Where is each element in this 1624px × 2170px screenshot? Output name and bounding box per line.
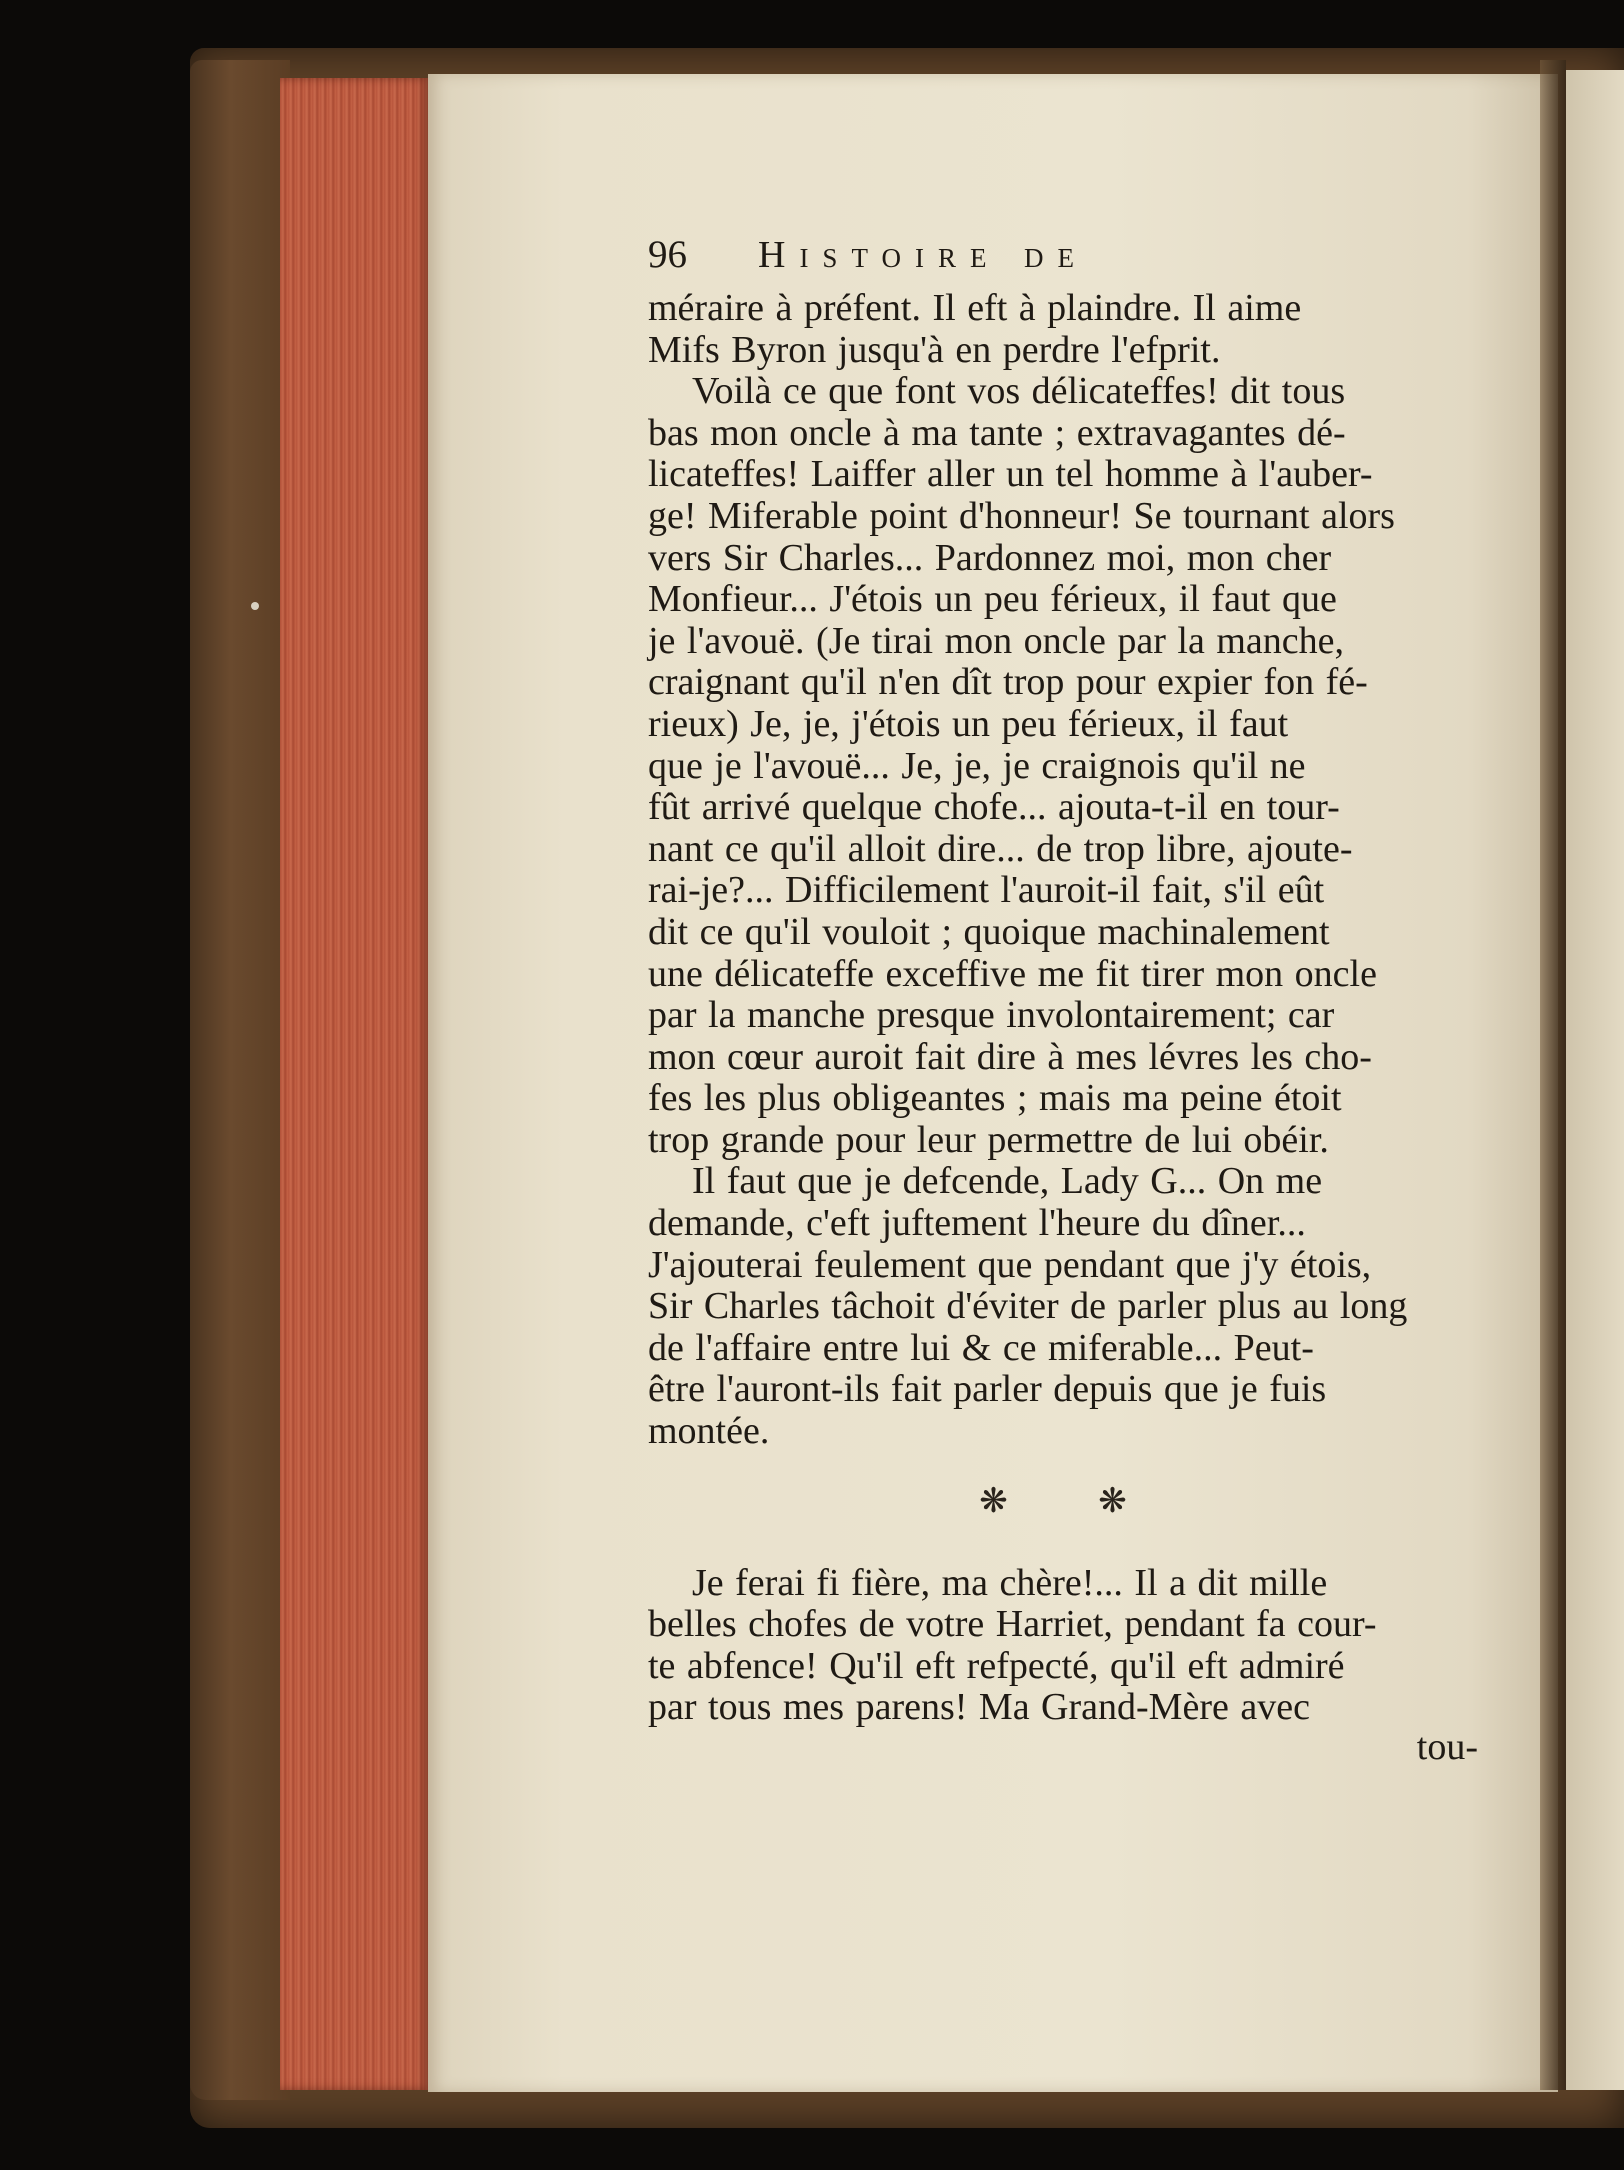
paragraph [648,288,1478,371]
paragraph [648,1563,1478,1729]
text-line: bas mon oncle à ma tante ; extravagantes dé- [648,411,1346,454]
text-line: que je l'avouë... Je, je, je craignois qu'il ne [648,744,1306,787]
running-head: Histoire de [758,234,1088,276]
text-line: je l'avouë. (Je tirai mon oncle par la manche, [648,619,1345,662]
facing-page-edge [1566,70,1624,2090]
text-line: Mifs Byron jusqu'à en perdre l'efprit. [648,328,1221,371]
text-line: Monfieur... J'étois un peu férieux, il faut que [648,578,1337,621]
text-line: nant ce qu'il alloit dire... de trop libre, ajoute- [648,827,1353,870]
page-header [648,232,1478,288]
text-line: Il faut que je defcende, Lady G... On me [692,1160,1323,1203]
text-line: par la manche presque involontairement; car [648,994,1335,1037]
text-line: vers Sir Charles... Pardonnez moi, mon cher [648,536,1332,579]
text-line: J'ajouterai feulement que pendant que j'y étois, [648,1243,1372,1286]
book-gutter [1540,60,1566,2090]
text-line: fût arrivé quelque chofe... ajouta-t-il en tour- [648,786,1340,829]
text-line: méraire à préfent. Il eft à plaindre. Il aime [648,287,1302,329]
text-line: Sir Charles tâchoit d'éviter de parler plus au long [648,1285,1408,1328]
text-line: mon cœur auroit fait dire à mes lévres les cho- [648,1035,1372,1078]
text-line: rai-je?... Difficilement l'auroit-il fait, s'il eût [648,869,1325,912]
book-spine-edge [190,60,290,2100]
text-line: craignant qu'il n'en dît trop pour expier fon fé- [648,661,1368,704]
text-line: une délicateffe exceffive me fit tirer mon oncle [648,952,1377,995]
text-line: fes les plus obligeantes ; mais ma peine étoit [648,1077,1342,1120]
text-line: être l'auront-ils fait parler depuis que je fuis [648,1368,1327,1411]
text-line: demande, c'eft juftement l'heure du dîner... [648,1202,1306,1245]
text-line: licateffes! Laiffer aller un tel homme à l'auber- [648,453,1373,496]
text-line: par tous mes parens! Ma Grand-Mère avec [648,1686,1310,1729]
body-text [648,288,1478,1769]
text-line: trop grande pour leur permettre de lui obéir. [648,1118,1329,1161]
page-number: 96 [648,233,687,276]
text-line: belles chofes de votre Harriet, pendant fa cour- [648,1603,1377,1646]
text-line: montée. [648,1410,770,1453]
page-text-block [648,232,1478,1769]
cover-mark [251,602,259,610]
page-fore-edge [280,78,430,2090]
text-line: Je ferai fi fière, ma chère!... Il a dit mille [692,1561,1328,1604]
section-ornament: ❋ ❋ [979,1482,1167,1520]
text-line: te abfence! Qu'il eft refpecté, qu'il eft admiré [648,1644,1345,1687]
text-line: dit ce qu'il vouloit ; quoique machinalement [648,910,1330,953]
text-line: ge! Miferable point d'honneur! Se tournant alors [648,494,1395,537]
text-line: Voilà ce que font vos délicateffes! dit tous [692,370,1346,413]
text-line: de l'affaire entre lui & ce miferable... Peut- [648,1326,1314,1369]
paragraph [648,1161,1478,1452]
text-line: rieux) Je, je, j'étois un peu férieux, il faut [648,702,1289,745]
catchword: tou- [1416,1726,1478,1768]
paragraph [648,371,1478,1161]
